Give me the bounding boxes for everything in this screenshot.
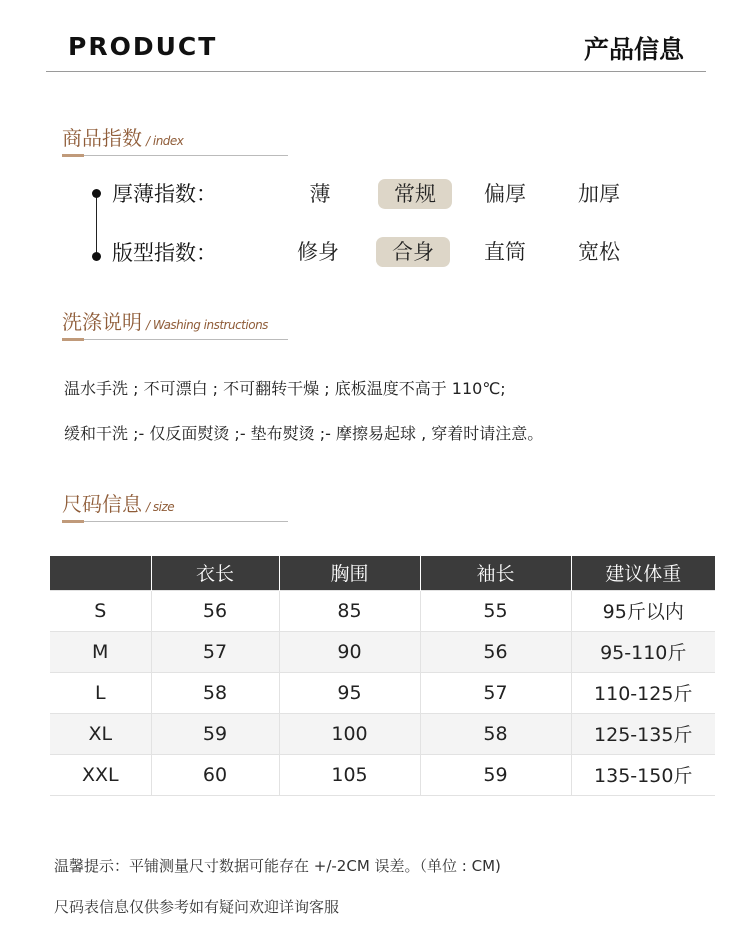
weight-cell: 95-110斤 [571, 631, 715, 672]
chest-cell: 85 [279, 590, 420, 631]
chest-cell: 95 [279, 672, 420, 713]
size-column-header [50, 556, 151, 590]
fit-index-label: 版型指数： [112, 241, 217, 265]
length-cell: 57 [151, 631, 279, 672]
index-timeline-dot [92, 252, 101, 261]
sleeve-column-header: 袖长 [420, 556, 571, 590]
sleeve-cell: 55 [420, 590, 571, 631]
size-cell: XXL [50, 754, 151, 795]
size-cell: XL [50, 713, 151, 754]
thickness-option: 加厚 [578, 182, 620, 206]
table-row [50, 631, 715, 672]
wash-section-title: 洗涤说明 [62, 310, 142, 334]
thickness-option: 薄 [309, 182, 331, 206]
page-header [46, 28, 706, 72]
length-column-header: 衣长 [151, 556, 279, 590]
section-accent-bar [62, 338, 84, 341]
thickness-option: 偏厚 [484, 182, 526, 206]
table-row [50, 590, 715, 631]
header-product-label: PRODUCT [68, 32, 218, 61]
chest-column-header: 胸围 [279, 556, 420, 590]
index-timeline-line [96, 194, 97, 256]
weight-cell: 95斤以内 [571, 590, 715, 631]
measurement-tip-note: 温馨提示：平铺测量尺寸数据可能存在 +/-2CM 误差。（单位 : CM) [54, 857, 501, 875]
table-row [50, 713, 715, 754]
fit-option: 直筒 [484, 240, 526, 264]
index-timeline-dot [92, 189, 101, 198]
section-accent-bar [62, 520, 84, 523]
length-cell: 58 [151, 672, 279, 713]
size-cell: L [50, 672, 151, 713]
index-section-subtitle: / index [146, 134, 184, 148]
wash-section-heading [62, 306, 288, 340]
fit-option: 修身 [297, 240, 339, 264]
wash-section-subtitle: / Washing instructions [146, 318, 268, 332]
size-section-heading [62, 488, 288, 522]
weight-cell: 110-125斤 [571, 672, 715, 713]
fit-option-selected: 合身 [376, 237, 450, 267]
size-table-header-row [50, 556, 715, 590]
chest-cell: 100 [279, 713, 420, 754]
index-section-heading [62, 122, 288, 156]
fit-option: 宽松 [578, 240, 620, 264]
size-cell: S [50, 590, 151, 631]
length-cell: 60 [151, 754, 279, 795]
section-accent-bar [62, 154, 84, 157]
sleeve-cell: 57 [420, 672, 571, 713]
thickness-option-selected: 常规 [378, 179, 452, 209]
chest-cell: 105 [279, 754, 420, 795]
weight-cell: 135-150斤 [571, 754, 715, 795]
weight-cell: 125-135斤 [571, 713, 715, 754]
sleeve-cell: 56 [420, 631, 571, 672]
sleeve-cell: 59 [420, 754, 571, 795]
table-row [50, 672, 715, 713]
table-row [50, 754, 715, 795]
size-section-title: 尺码信息 [62, 492, 142, 516]
sleeve-cell: 58 [420, 713, 571, 754]
wash-instruction-line: 缓和干洗 ;- 仅反面熨烫 ;- 垫布熨烫 ;- 摩擦易起球 , 穿着时请注意。 [64, 424, 544, 443]
thickness-index-label: 厚薄指数： [112, 182, 217, 206]
reference-disclaimer-note: 尺码表信息仅供参考如有疑问欢迎详询客服 [54, 898, 340, 916]
header-product-info-title: 产品信息 [583, 35, 684, 64]
size-cell: M [50, 631, 151, 672]
weight-column-header: 建议体重 [571, 556, 715, 590]
wash-instruction-line: 温水手洗 ; 不可漂白 ; 不可翻转干燥 ; 底板温度不高于 110℃; [64, 379, 506, 398]
index-section-title: 商品指数 [62, 126, 142, 150]
chest-cell: 90 [279, 631, 420, 672]
size-chart-table [50, 556, 715, 796]
length-cell: 59 [151, 713, 279, 754]
length-cell: 56 [151, 590, 279, 631]
size-section-subtitle: / size [146, 500, 175, 514]
